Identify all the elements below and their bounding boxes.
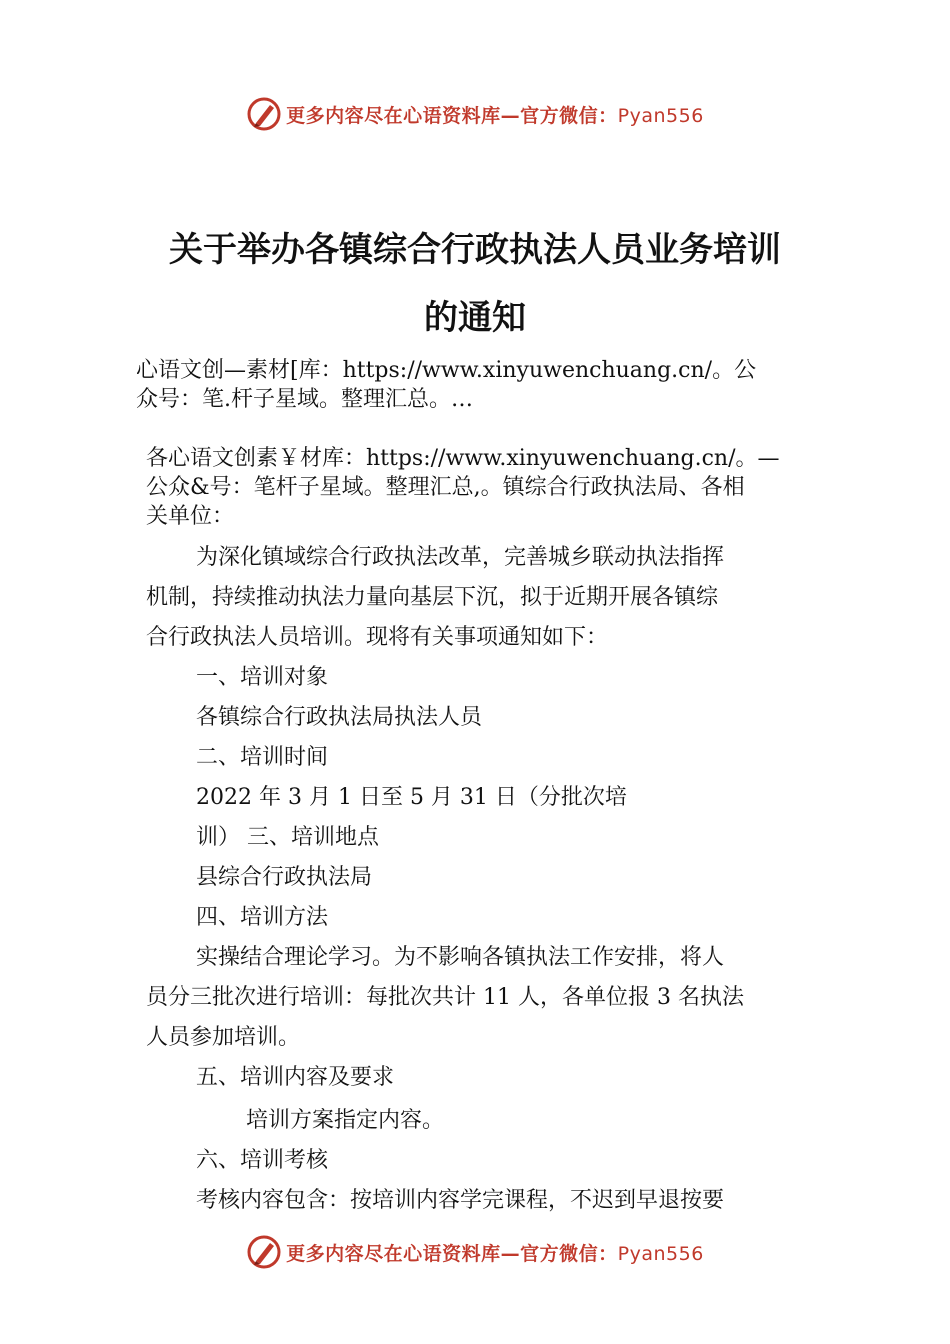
section-text-4-line1: 实操结合理论学习。为不影响各镇执法工作安排，将人 [196, 945, 725, 970]
section-text-4-line3: 人员参加培训。 [146, 1025, 301, 1050]
addressee-line2: 公众&号：笔杆子星域。整理汇总,。镇综合行政执法局、各相 [146, 475, 745, 500]
addressee-line3: 关单位： [146, 504, 235, 529]
section-text-5: 培训方案指定内容。 [246, 1108, 445, 1133]
section-text-2-line1: 2022 年 3 月 1 日至 5 月 31 日（分批次培 [196, 785, 627, 810]
footer-banner [0, 1232, 950, 1272]
wechat-id: Pyan556 [617, 104, 704, 127]
document-title-line1: 关于举办各镇综合行政执法人员业务培训 [169, 230, 781, 270]
header-banner [0, 94, 950, 134]
para1-line2: 机制，持续推动执法力量向基层下沉，拟于近期开展各镇综 [146, 585, 719, 610]
document-title-line2: 的通知 [424, 298, 526, 338]
section-text-2-line2: 训） 三、培训地点 [196, 825, 379, 850]
section-heading-2: 二、培训时间 [196, 745, 329, 770]
pen-logo-icon [246, 96, 282, 132]
section-heading-1: 一、培训对象 [196, 665, 329, 690]
banner-text: 更多内容尽在心语资料库—官方微信：Pyan556 [286, 104, 704, 127]
wechat-id: Pyan556 [617, 1242, 704, 1265]
section-heading-6: 六、培训考核 [196, 1148, 329, 1173]
addressee-line1: 各心语文创素￥材库：https://www.xinyuwenchuang.cn/。— [146, 446, 780, 471]
intro-line1: 心语文创—素材[库：https://www.xinyuwenchuang.cn/。公 [136, 358, 757, 383]
section-text-4-line2: 员分三批次进行培训：每批次共计 11 人，各单位报 3 名执法 [146, 985, 744, 1010]
pen-logo-icon [246, 1234, 282, 1270]
intro-line2: 众号：笔.杆子星域。整理汇总。… [136, 387, 473, 412]
section-heading-5: 五、培训内容及要求 [196, 1065, 395, 1090]
section-text-1: 各镇综合行政执法局执法人员 [196, 705, 483, 730]
section-text-6: 考核内容包含：按培训内容学完课程，不迟到早退按要 [196, 1188, 725, 1213]
section-heading-4: 四、培训方法 [196, 905, 329, 930]
section-text-3: 县综合行政执法局 [196, 865, 373, 890]
para1-line1: 为深化镇域综合行政执法改革，完善城乡联动执法指挥 [196, 545, 725, 570]
banner-text: 更多内容尽在心语资料库—官方微信：Pyan556 [286, 1242, 704, 1265]
para1-line3: 合行政执法人员培训。现将有关事项通知如下： [146, 625, 609, 650]
